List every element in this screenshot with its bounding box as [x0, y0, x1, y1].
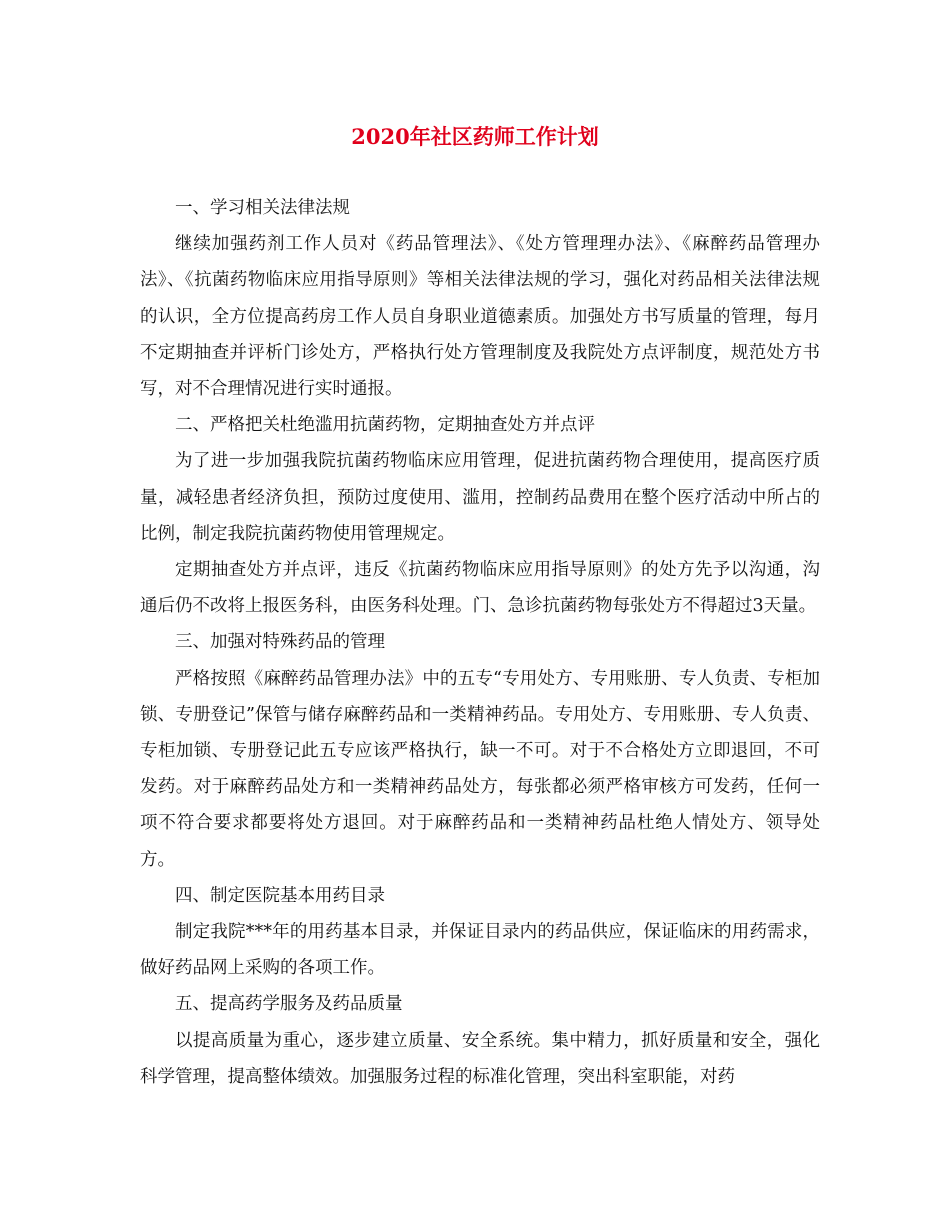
paragraph: 为了进一步加强我院抗菌药物临床应用管理，促进抗菌药物合理使用，提高医疗质量，减轻患者经济负担，预防过度使用、滥用，控制药品费用在整个医疗活动中所占的比例，制定我院抗菌药物使用管理规定。 — [140, 451, 820, 544]
section-heading-2: 二、严格把关杜绝滥用抗菌药物，定期抽查处方并点评 — [175, 415, 595, 436]
section-heading-5: 五、提高药学服务及药品质量 — [175, 994, 403, 1015]
paragraph: 制定我院***年的用药基本目录，并保证目录内的药品供应，保证临床的用药需求，做好药品网上采购的各项工作。 — [140, 922, 820, 979]
paragraph: 以提高质量为重心，逐步建立质量、安全系统。集中精力，抓好质量和安全，强化科学管理，提高整体绩效。加强服务过程的标准化管理，突出科室职能，对药 — [140, 1030, 820, 1087]
paragraph: 严格按照《麻醉药品管理办法》中的五专“专用处方、专用账册、专人负责、专柜加锁、专册登记”保管与储存麻醉药品和一类精神药品。专用处方、专用账册、专人负责、专柜加锁、专册登记此五专应该严格执行，缺一不可。对于不合格处方立即退回，不可发药。对于麻醉药品处方和一类精神药品处方，每张都必须严格审核方可发药，任何一项不符合要求都要将处方退回。对于麻醉药品和一类精神药品杜绝人情处方、领导处方。 — [140, 668, 820, 870]
paragraph: 继续加强药剂工作人员对《药品管理法》、《处方管理理办法》、《麻醉药品管理办法》、《抗菌药物临床应用指导原则》等相关法律法规的学习，强化对药品相关法律法规的认识，全方位提高药房工作人员自身职业道德素质。加强处方书写质量的管理，每月不定期抽查并评析门诊处方，严格执行处方管理制度及我院处方点评制度，规范处方书写，对不合理情况进行实时通报。 — [140, 234, 820, 400]
paragraph: 定期抽查处方并点评，违反《抗菌药物临床应用指导原则》的处方先予以沟通，沟通后仍不改将上报医务科，由医务科处理。门、急诊抗菌药物每张处方不得超过3天量。 — [140, 560, 820, 617]
section-heading-4: 四、制定医院基本用药目录 — [175, 885, 385, 906]
section-heading-1: 一、学习相关法律法规 — [175, 198, 350, 218]
section-heading-3: 三、加强对特殊药品的管理 — [175, 632, 385, 653]
document-title: 2020年社区药师工作计划 — [351, 124, 599, 149]
document-body — [140, 190, 820, 1095]
